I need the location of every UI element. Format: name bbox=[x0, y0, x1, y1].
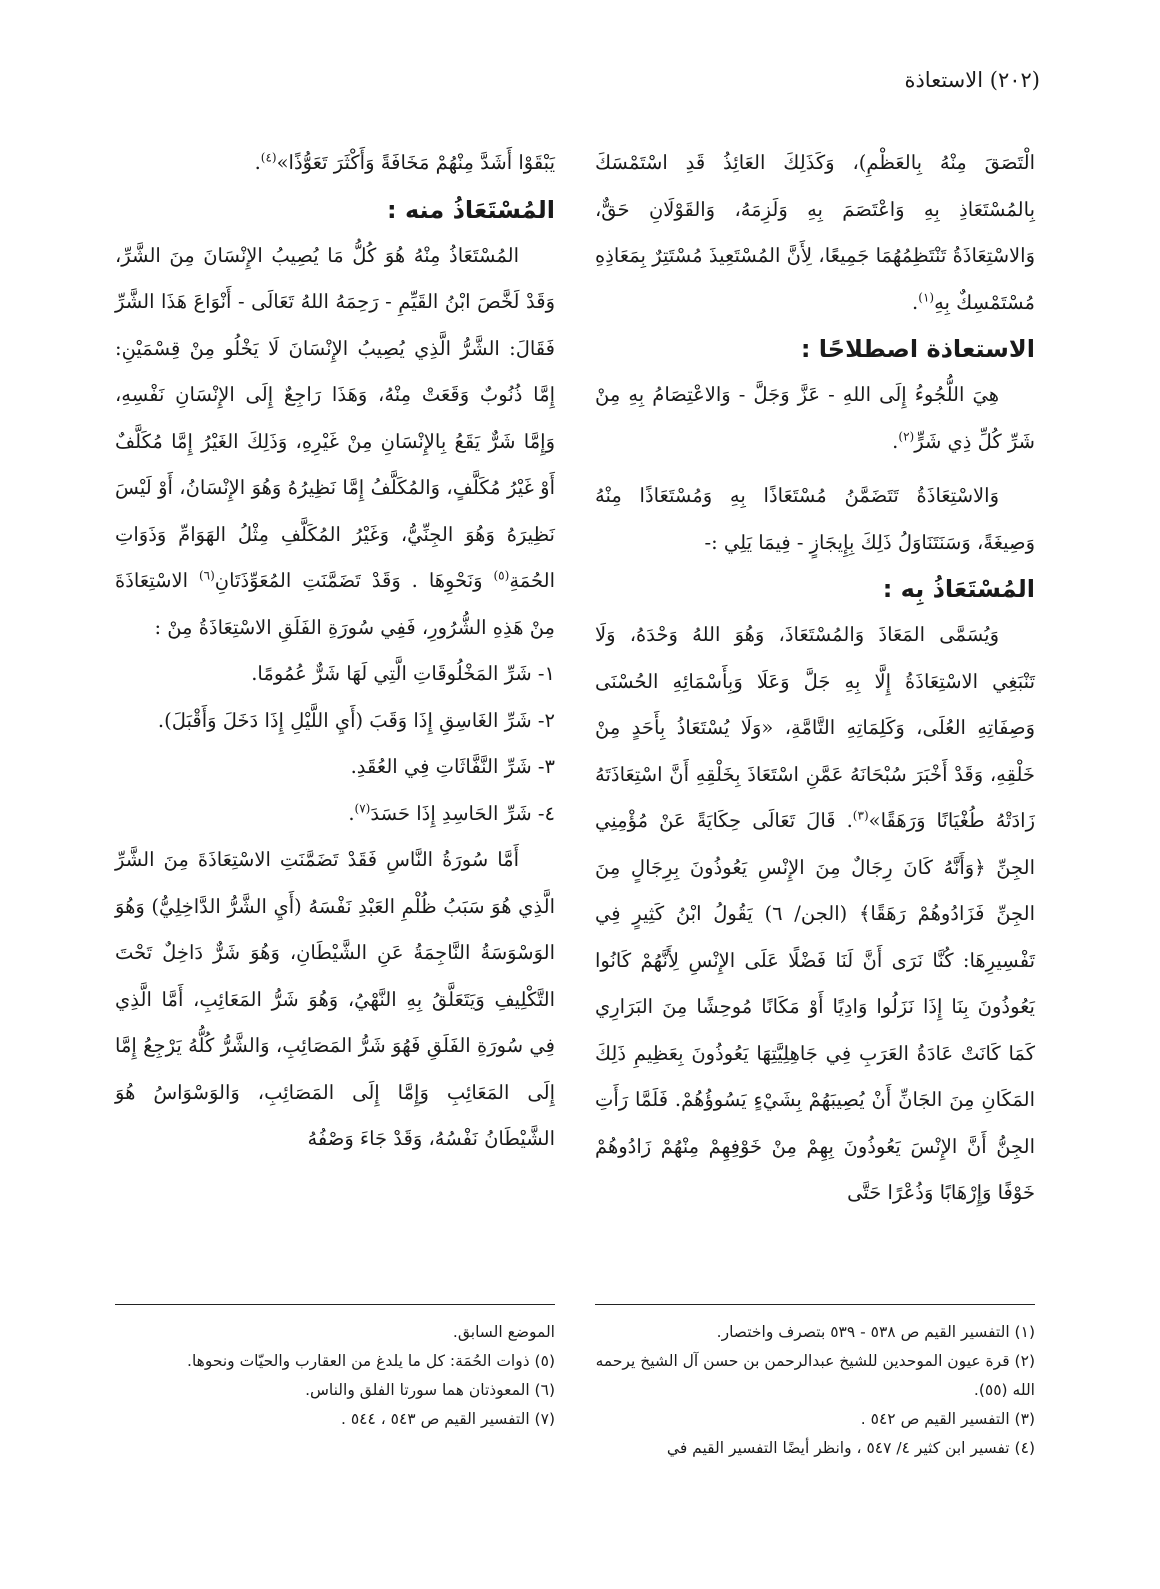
section-heading: المُسْتَعَاذُ منه : bbox=[387, 195, 555, 224]
footnote-divider bbox=[595, 1304, 1035, 1305]
footnote-ref: (٢) bbox=[898, 429, 915, 443]
paragraph: هِيَ اللُّجُوءُ إِلَى اللهِ - عَزَّ وَجَلَّ - وَالاعْتِصَامُ بِهِ مِنْ شَرِّ كُلِّ ذِي شَرٍّ$^{(٢)}$. bbox=[595, 383, 1035, 453]
footnotes-right bbox=[595, 1318, 1035, 1463]
paragraph: الْتَصَقَ مِنْهُ بِالعَظْمِ)، وَكَذَلِكَ العَائِذُ قَدِ اسْتَمْسَكَ بِالمُسْتَعَاذِ بِهِ وَاعْتَصَمَ بِهِ وَلَزِمَهُ، وَالقَوْلَانِ حَقٌّ، وَالاسْتِعَاذَةُ تَنْتَظِمُهُمَا جَمِيعًا، لِأَنَّ المُسْتَعِيذَ مُسْتَتِرٌ بِمَعَاذِهِ مُسْتَمْسِكٌ بِهِ$^{(١)}$. bbox=[595, 151, 1035, 314]
section-heading: المُسْتَعَاذُ بِه : bbox=[882, 575, 1035, 603]
page-header bbox=[120, 68, 1040, 108]
list-item: ٢- شَرِّ الغَاسِقِ إِذَا وَقَبَ (أَيِ اللَّيْلِ إِذَا دَخَلَ وَأَقْبَلَ). bbox=[157, 708, 555, 732]
list-item: ٤- شَرِّ الحَاسِدِ إِذَا حَسَدَ$^{(٧)}$. bbox=[348, 801, 555, 825]
footnote: (٢) قرة عيون الموحدين للشيخ عبدالرحمن بن حسن آل الشيخ يرحمه الله (٥٥). bbox=[595, 1352, 1035, 1399]
list-item: ٣- شَرِّ النَّفَّاثَاتِ فِي العُقَدِ. bbox=[350, 755, 555, 778]
footnote: الموضع السابق. bbox=[452, 1323, 555, 1341]
footnotes-left bbox=[115, 1318, 555, 1434]
footnote: (١) التفسير القيم ص ٥٣٨ - ٥٣٩ بتصرف واختصار. bbox=[716, 1323, 1035, 1341]
footnote-divider bbox=[115, 1304, 555, 1305]
footnote-ref: (٦) bbox=[198, 568, 215, 583]
paragraph: أَمَّا سُورَةُ النَّاسِ فَقَدْ تَضَمَّنَتِ الاسْتِعَاذَةَ مِنَ الشَّرِّ الَّذِي هُوَ سَبَبُ ظُلْمِ العَبْدِ نَفْسَهُ (أَيِ الشَّرُّ الدَّاخِلِيُّ) وَهُوَ الوَسْوَسَةُ النَّاجِمَةُ عَنِ الشَّيْطَانِ، وَهُوَ شَرٌّ دَاخِلٌ تَحْتَ التَّكْلِيفِ وَيَتَعَلَّقُ بِهِ النَّهْيُ، وَهُوَ شَرُّ المَعَائِبِ، أَمَّا الَّذِي فِي سُورَةِ الفَلَقِ فَهُوَ شَرُّ المَصَائِبِ، وَالشَّرُّ كُلُّهُ يَرْجِعُ إِمَّا إِلَى المَعَائِبِ وَإِمَّا إِلَى المَصَائِبِ، وَالوَسْوَاسُ هُوَ الشَّيْطَانُ نَفْسُهُ، وَقَدْ جَاءَ وَصْفُهُ bbox=[115, 848, 556, 1150]
footnote: (٧) التفسير القيم ص ٥٤٣ ، ٥٤٤ . bbox=[340, 1410, 555, 1428]
footnote-ref: (١) bbox=[918, 290, 935, 304]
paragraph: وَالاسْتِعَاذَةُ تَتَضَمَّنُ مُسْتَعَاذًا بِهِ وَمُسْتَعَاذًا مِنْهُ وَصِيغَةً، وَسَنَتَنَاوَلُ ذَلِكَ بِإِيجَازٍ - فِيمَا يَلِي :- bbox=[595, 484, 1035, 554]
right-column bbox=[595, 140, 1035, 1217]
footnote-ref: (٣) bbox=[852, 808, 869, 823]
paragraph: يَبْقَوْا أَشَدَّ مِنْهُمْ مَخَافَةً وَأَكْثَرَ تَعَوُّذًا»$^{(٤)}$. bbox=[254, 150, 555, 174]
paragraph: وَيُسَمَّى المَعَاذَ وَالمُسْتَعَاذَ، وَهُوَ اللهُ وَحْدَهُ، وَلَا تَنْبَغِي الاسْتِعَاذَةُ إِلَّا بِهِ جَلَّ وَعَلَا وَبِأَسْمَائِهِ الحُسْنَى وَصِفَاتِهِ العُلَى، وَكَلِمَاتِهِ التَّامَّةِ، «وَلَا يُسْتَعَاذُ بِأَحَدٍ مِنْ خَلْقِهِ، وَقَدْ أَخْبَرَ سُبْحَانَهُ عَمَّنِ اسْتَعَاذَ بِخَلْقِهِ أَنَّ اسْتِعَاذَتَهُ زَادَتْهُ طُغْيَانًا وَرَهَقًا»$^{(٣)}$. قَالَ تَعَالَى حِكَايَةً عَنْ مُؤْمِنِي الجِنِّ ﴿وَأَنَّهُ كَانَ رِجَالٌ مِنَ الإِنْسِ يَعُوذُونَ بِرِجَالٍ مِنَ الجِنِّ فَزَادُوهُمْ رَهَقًا﴾ (الجن/ ٦) يَقُولُ ابْنُ كَثِيرٍ فِي تَفْسِيرِهَا: كُنَّا نَرَى أَنَّ لَنَا فَضْلًا عَلَى الإِنْسِ لِأَنَّهُمْ كَانُوا يَعُوذُونَ بِنَا إِذَا نَزَلُوا وَادِيًا أَوْ مَكَانًا مُوحِشًا مِنَ البَرَارِي كَمَا كَانَتْ عَادَةُ العَرَبِ فِي جَاهِلِيَّتِهَا يَعُوذُونَ بِعَظِيمِ ذَلِكَ المَكَانِ مِنَ الجَانِّ أَنْ يُصِيبَهُمْ بِشَيْءٍ يَسُوؤُهُمْ. فَلَمَّا رَأَتِ الجِنُّ أَنَّ الإِنْسَ يَعُوذُونَ بِهِمْ مِنْ خَوْفِهِمْ مِنْهُمْ زَادُوهُمْ خَوْفًا وَإِرْهَابًا وَذُعْرًا حَتَّى bbox=[595, 623, 1035, 1204]
paragraph: المُسْتَعَاذُ مِنْهُ هُوَ كُلُّ مَا يُصِيبُ الإِنْسَانَ مِنَ الشَّرِّ، وَقَدْ لَخَّصَ ابْنُ القَيِّمِ - رَحِمَهُ اللهُ تَعَالَى - أَنْوَاعَ هَذَا الشَّرِّ فَقَالَ: الشَّرُّ الَّذِي يُصِيبُ الإِنْسَانَ لَا يَخْلُو مِنْ قِسْمَيْنِ: إِمَّا ذُنُوبٌ وَقَعَتْ مِنْهُ، وَهَذَا رَاجِعٌ إِلَى الإِنْسَانِ نَفْسِهِ، وَإِمَّا شَرٌّ يَقَعُ بِالإِنْسَانِ مِنْ غَيْرِهِ، وَذَلِكَ الغَيْرُ إِمَّا مُكَلَّفٌ أَوْ غَيْرُ مُكَلَّفٍ، وَالمُكَلَّفُ إِمَّا نَظِيرُهُ وَهُوَ الإِنْسَانُ، أَوْ لَيْسَ نَظِيرَهُ وَهُوَ الجِنِّيُّ، وَغَيْرُ المُكَلَّفِ مِثْلُ الهَوَامِّ وَذَوَاتِ الحُمَةِ$^{(٥)}$ وَنَحْوِهَا . وَقَدْ تَضَمَّنَتِ المُعَوِّذَتَانِ$^{(٦)}$ الاسْتِعَاذَةَ مِنْ هَذِهِ الشُّرُورِ، فَفِي سُورَةِ الفَلَقِ الاسْتِعَاذَةُ مِنْ : bbox=[115, 243, 555, 639]
footnote-ref: (٥) bbox=[493, 568, 510, 583]
list-item: ١- شَرِّ المَخْلُوقَاتِ الَّتِي لَهَا شَرٌّ عُمُومًا. bbox=[251, 662, 555, 685]
footnote: (٤) تفسير ابن كثير ٤/ ٥٤٧ ، وانظر أيضًا التفسير القيم في bbox=[666, 1439, 1035, 1457]
footnote: (٥) ذوات الحُمَة: كل ما يلدغ من العقارب والحيّات ونحوها. bbox=[187, 1352, 555, 1370]
footnote-ref: (٤) bbox=[260, 150, 277, 165]
footnote: (٣) التفسير القيم ص ٥٤٢ . bbox=[860, 1410, 1035, 1428]
left-column bbox=[115, 140, 555, 1163]
page-number-title: (٢٠٢) الاستعاذة bbox=[904, 68, 1040, 92]
footnote-ref: (٧) bbox=[354, 801, 371, 815]
section-heading: الاستعاذة اصطلاحًا : bbox=[800, 335, 1035, 363]
footnote: (٦) المعوذتان هما سورتا الفلق والناس. bbox=[305, 1381, 555, 1399]
